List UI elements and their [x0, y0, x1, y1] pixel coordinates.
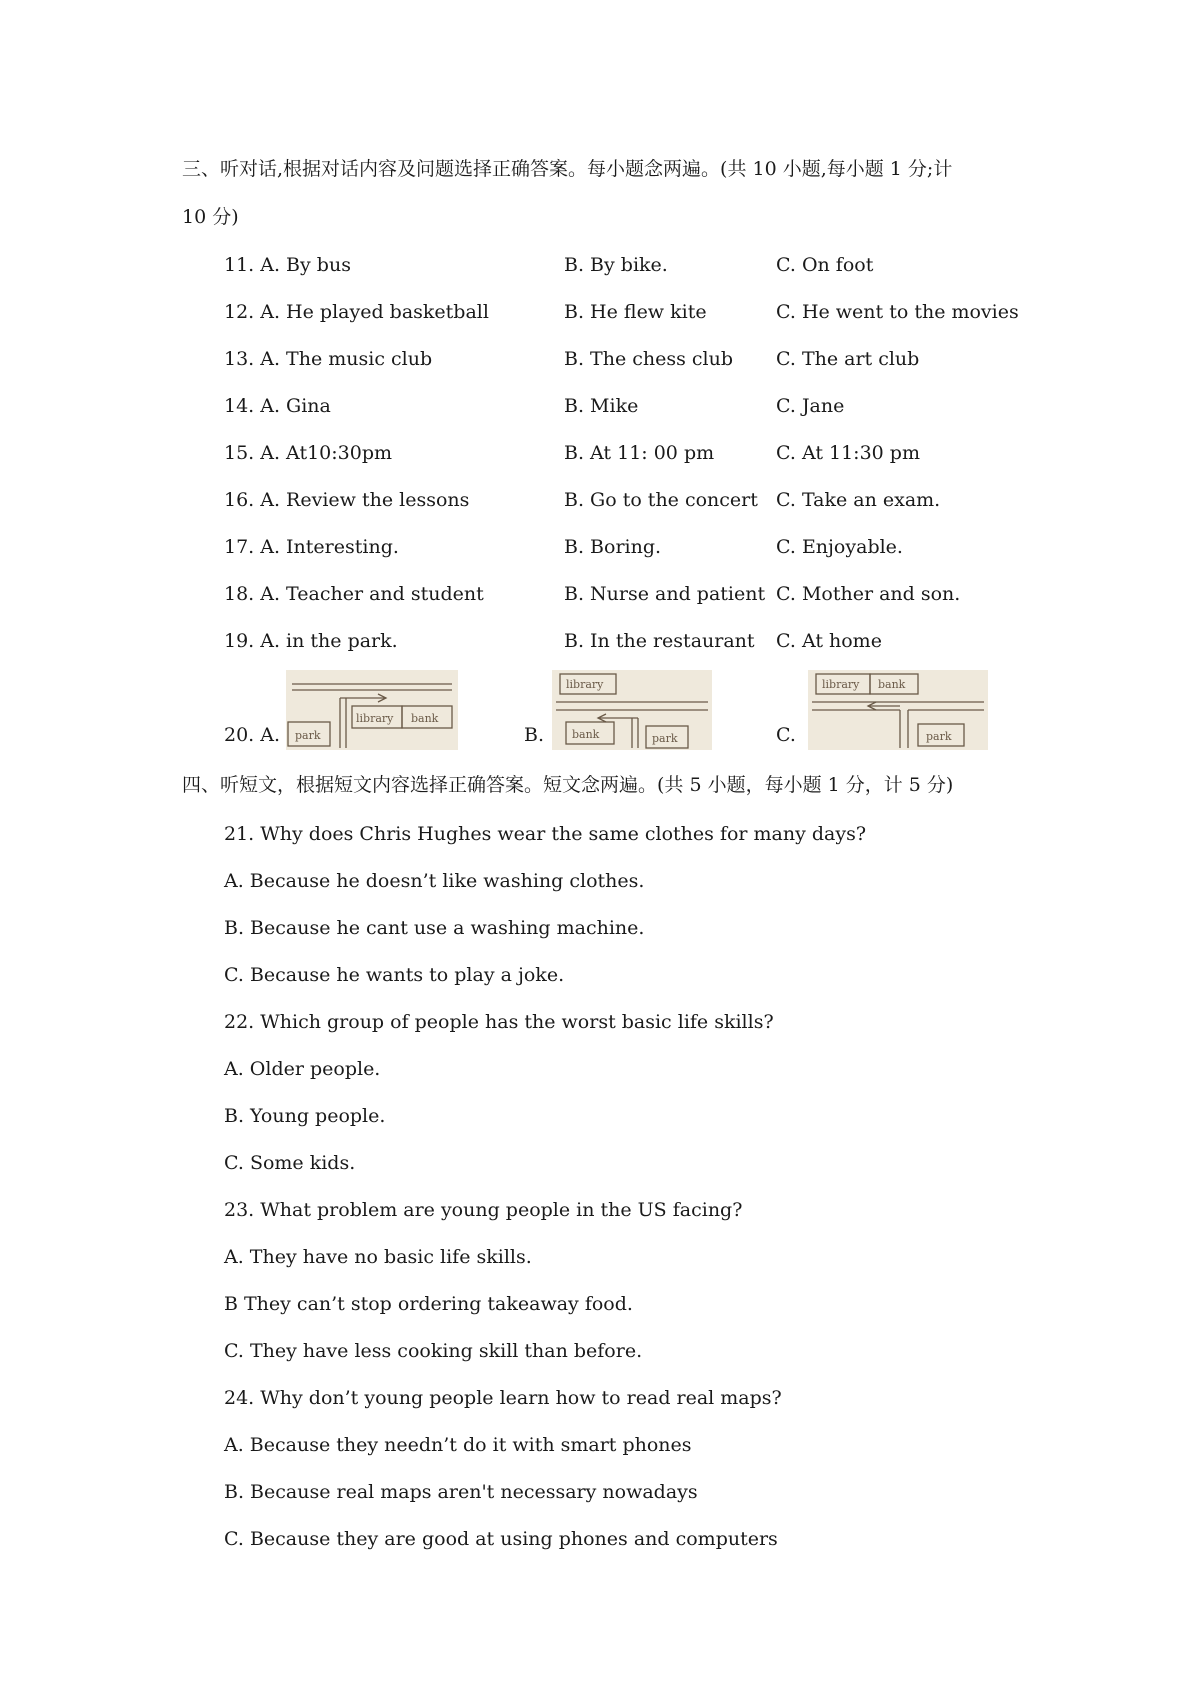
section-3-title-line2: 10 分)	[182, 206, 239, 228]
option-b: B. Nurse and patient	[564, 583, 766, 605]
option-c: C. At home	[776, 630, 882, 652]
q24-option-c: C. Because they are good at using phones and computers	[224, 1528, 778, 1550]
q24-question: 24. Why don’t young people learn how to read real maps?	[224, 1387, 782, 1409]
section-4-title: 四、听短文，根据短文内容选择正确答案。短文念两遍。(共 5 小题，每小题 1 分，计 5 分)	[182, 774, 954, 796]
q20-label-c: C.	[776, 724, 796, 746]
section-3-title	[182, 154, 1022, 228]
q23-option-b: B They can’t stop ordering takeaway food.	[224, 1293, 633, 1315]
option-a: 13. A. The music club	[224, 348, 433, 370]
option-c: C. The art club	[776, 348, 920, 370]
q24-option-a: A. Because they needn’t do it with smart phones	[224, 1434, 692, 1456]
q22-option-c: C. Some kids.	[224, 1152, 356, 1174]
option-c: C. On foot	[776, 254, 874, 276]
q20-label-a: 20. A.	[224, 724, 281, 746]
option-c: C. Enjoyable.	[776, 536, 903, 558]
option-b: B. In the restaurant	[564, 630, 755, 652]
q20-map-c	[808, 670, 988, 750]
q23-option-c: C. They have less cooking skill than before.	[224, 1340, 643, 1362]
q21-option-c: C. Because he wants to play a joke.	[224, 964, 565, 986]
q20-map-a	[286, 670, 458, 750]
option-a: 14. A. Gina	[224, 395, 331, 417]
q22-option-b: B. Young people.	[224, 1105, 386, 1127]
map-c-park-label: park	[926, 730, 952, 743]
q22-option-a: A. Older people.	[224, 1058, 381, 1080]
option-b: B. At 11: 00 pm	[564, 442, 715, 464]
option-a: 17. A. Interesting.	[224, 536, 399, 558]
option-c: C. He went to the movies	[776, 301, 1019, 323]
map-c-bank-label: bank	[878, 678, 906, 691]
option-a: 18. A. Teacher and student	[224, 583, 484, 605]
option-b: B. The chess club	[564, 348, 734, 370]
option-c: C. Mother and son.	[776, 583, 961, 605]
option-b: B. He flew kite	[564, 301, 707, 323]
option-c: C. At 11:30 pm	[776, 442, 920, 464]
q21-option-a: A. Because he doesn’t like washing clothes.	[224, 870, 645, 892]
option-b: B. Mike	[564, 395, 639, 417]
q21-question: 21. Why does Chris Hughes wear the same clothes for many days?	[224, 823, 867, 845]
map-a-bank-label: bank	[411, 712, 439, 725]
q23-question: 23. What problem are young people in the US facing?	[224, 1199, 743, 1221]
question-20	[224, 670, 1024, 750]
map-b-park-label: park	[652, 732, 678, 745]
map-b-bank-label: bank	[572, 728, 600, 741]
q22-question: 22. Which group of people has the worst basic life skills?	[224, 1011, 774, 1033]
q20-map-b	[552, 670, 712, 750]
map-c-library-label: library	[822, 678, 860, 691]
option-a: 19. A. in the park.	[224, 630, 398, 652]
option-c: C. Jane	[776, 395, 845, 417]
option-b: B. Go to the concert	[564, 489, 758, 511]
q24-option-b: B. Because real maps aren't necessary nowadays	[224, 1481, 698, 1503]
option-b: B. By bike.	[564, 254, 668, 276]
q21-option-b: B. Because he cant use a washing machine.	[224, 917, 645, 939]
map-b-library-label: library	[566, 678, 604, 691]
option-a: 15. A. At10:30pm	[224, 442, 393, 464]
option-b: B. Boring.	[564, 536, 662, 558]
q20-label-b: B.	[524, 724, 545, 746]
section-3-title-line1: 三、听对话,根据对话内容及问题选择正确答案。每小题念两遍。(共 10 小题,每小题 1 分;计	[182, 158, 953, 180]
option-c: C. Take an exam.	[776, 489, 941, 511]
map-a-library-label: library	[356, 712, 394, 725]
q23-option-a: A. They have no basic life skills.	[224, 1246, 532, 1268]
option-a: 12. A. He played basketball	[224, 301, 489, 323]
map-a-park-label: park	[295, 729, 321, 742]
option-a: 11. A. By bus	[224, 254, 351, 276]
option-a: 16. A. Review the lessons	[224, 489, 470, 511]
